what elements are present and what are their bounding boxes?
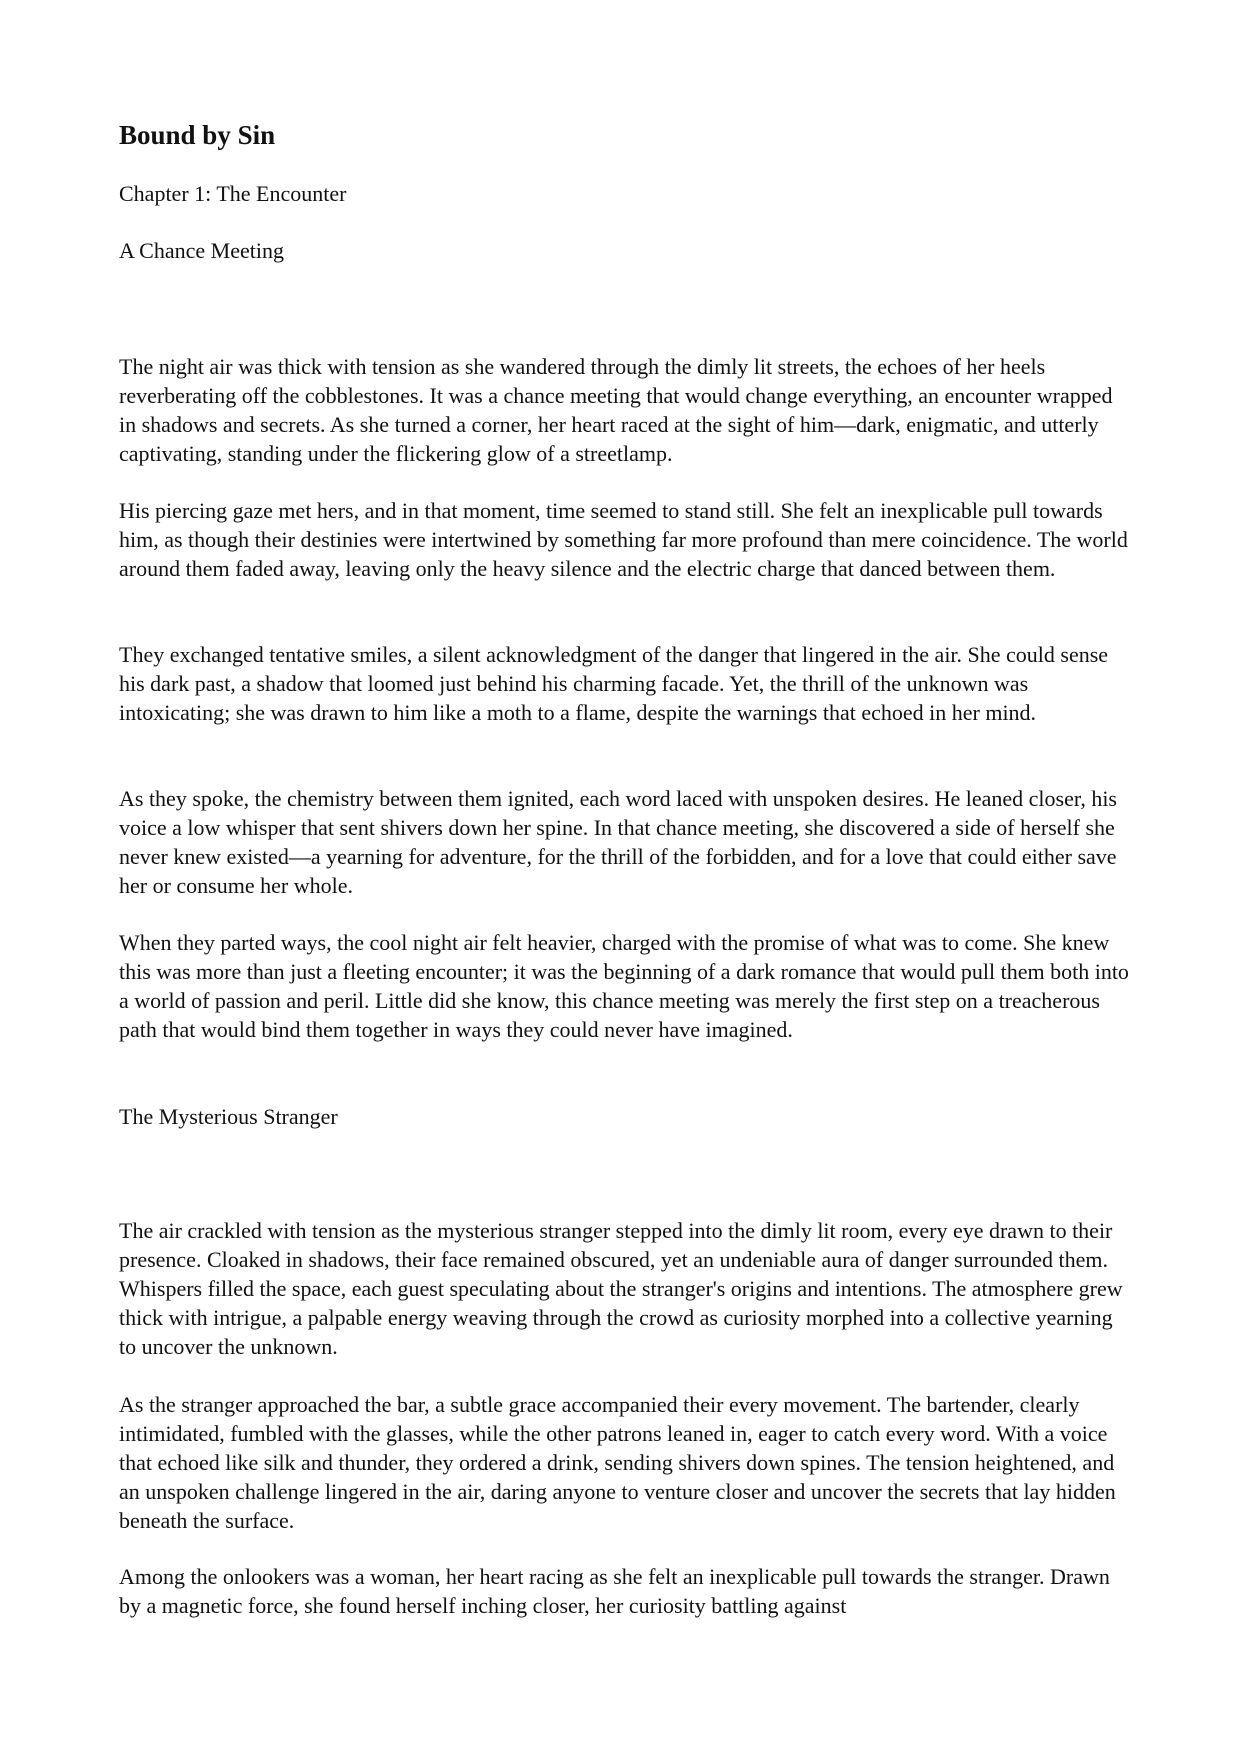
section-heading-mysterious-stranger: The Mysterious Stranger xyxy=(119,1104,338,1129)
section-heading-chance-meeting: A Chance Meeting xyxy=(119,238,284,263)
paragraph: As the stranger approached the bar, a subtle grace accompanied their every movement. The bartender, clearly intimidated, fumbled with the glasses, while the other patrons leaned in, eager to catch every word. With a voice that echoed like silk and thunder, they ordered a drink, sending shivers down spines. The tension heightened, and an unspoken challenge lingered in the air, daring anyone to venture closer and uncover the secrets that lay hidden beneath the surface. xyxy=(119,1392,1116,1533)
paragraph: The night air was thick with tension as she wandered through the dimly lit streets, the echoes of her heels reverberating off the cobblestones. It was a chance meeting that would change everything, an encounter wrapped in shadows and secrets. As she turned a corner, her heart raced at the sight of him—dark, enigmatic, and utterly captivating, standing under the flickering glow of a streetlamp. xyxy=(119,354,1113,466)
paragraph: His piercing gaze met hers, and in that moment, time seemed to stand still. She felt an inexplicable pull towards him, as though their destinies were intertwined by something far more profound than mere coincidence. The world around them faded away, leaving only the heavy silence and the electric charge that danced between them. xyxy=(119,498,1128,581)
paragraph: When they parted ways, the cool night air felt heavier, charged with the promise of what was to come. She knew this was more than just a fleeting encounter; it was the beginning of a dark romance that would pull them both into a world of passion and peril. Little did she know, this chance meeting was merely the first step on a treacherous path that would bind them together in ways they could never have imagined. xyxy=(119,930,1129,1042)
paragraph: The air crackled with tension as the mysterious stranger stepped into the dimly lit room, every eye drawn to their presence. Cloaked in shadows, their face remained obscured, yet an undeniable aura of danger surrounded them. Whispers filled the space, each guest speculating about the stranger's origins and intentions. The atmosphere grew thick with intrigue, a palpable energy weaving through the crowd as curiosity morphed into a collective yearning to uncover the unknown. xyxy=(119,1218,1123,1359)
paragraph: Among the onlookers was a woman, her heart racing as she felt an inexplicable pull towards the stranger. Drawn by a magnetic force, she found herself inching closer, her curiosity battling against xyxy=(119,1564,1110,1618)
paragraph: As they spoke, the chemistry between them ignited, each word laced with unspoken desires. He leaned closer, his voice a low whisper that sent shivers down her spine. In that chance meeting, she discovered a side of herself she never knew existed—a yearning for adventure, for the thrill of the forbidden, and for a love that could either save her or consume her whole. xyxy=(119,786,1117,898)
document-title: Bound by Sin xyxy=(119,120,276,150)
chapter-heading: Chapter 1: The Encounter xyxy=(119,181,347,206)
paragraph: They exchanged tentative smiles, a silent acknowledgment of the danger that lingered in the air. She could sense his dark past, a shadow that loomed just behind his charming facade. Yet, the thrill of the unknown was intoxicating; she was drawn to him like a moth to a flame, despite the warnings that echoed in her mind. xyxy=(119,642,1109,725)
